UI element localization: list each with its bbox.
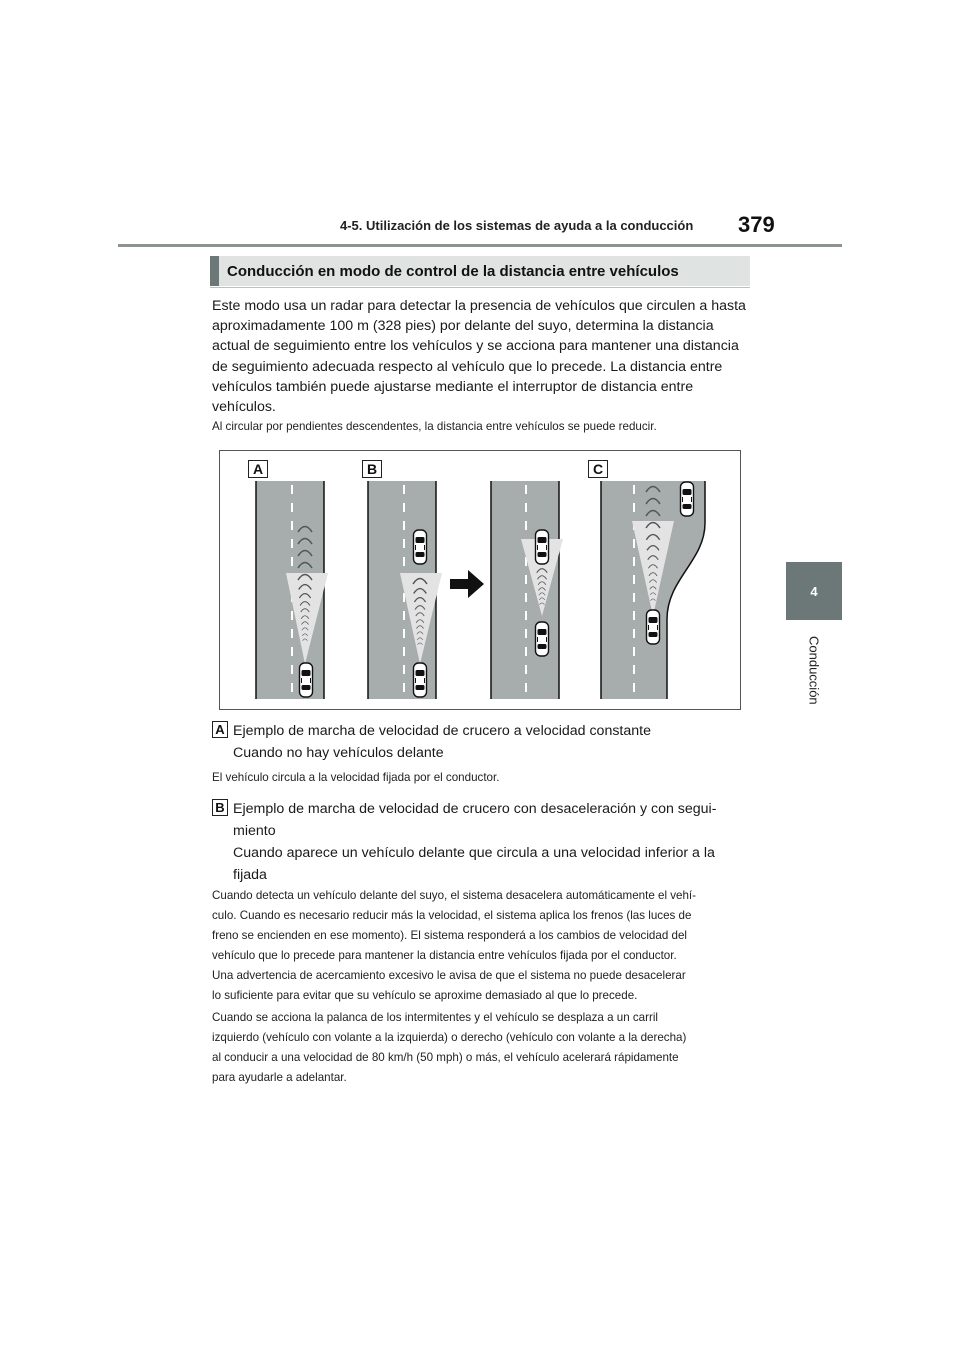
item-b-note-line: culo. Cuando es necesario reducir más la velocidad, el sistema aplica los frenos (las luces de xyxy=(212,909,692,922)
figure-label-a: A xyxy=(248,460,268,478)
item-label-b: B xyxy=(212,799,228,816)
item-b-subtitle-line1: Cuando aparece un vehículo delante que circula a una velocidad inferior a la xyxy=(233,845,715,861)
transition-arrow xyxy=(450,570,484,598)
item-b-note-line: Una advertencia de acercamiento excesivo le avisa de que el sistema no puede desacelerar xyxy=(212,969,686,982)
other-car-c xyxy=(681,482,694,516)
item-b-note-line: para ayudarle a adelantar. xyxy=(212,1071,347,1084)
lead-car-b2 xyxy=(536,530,549,564)
item-b-note-line: izquierdo (vehículo con volante a la izquierda) o derecho (vehículo con volante a la derecha) xyxy=(212,1031,687,1044)
section-heading xyxy=(210,256,750,286)
item-label-a: A xyxy=(212,721,228,738)
chapter-label: Conducción xyxy=(806,635,822,705)
item-b-note-line: vehículo que lo precede para mantener la distancia entre vehículos fijada por el conductor. xyxy=(212,949,677,962)
own-car-a xyxy=(300,663,313,697)
section-heading-text: Conducción en modo de control de la distancia entre vehículos xyxy=(227,262,679,280)
item-b-title-line2: miento xyxy=(233,823,276,839)
note-paragraph: Al circular por pendientes descendentes, la distancia entre vehículos se puede reducir. xyxy=(212,420,657,433)
own-car-b2 xyxy=(536,622,549,656)
lead-car-b1 xyxy=(414,530,427,564)
item-b-subtitle-line2: fijada xyxy=(233,867,267,883)
figure-label-c: C xyxy=(588,460,608,478)
item-b-title-line1: Ejemplo de marcha de velocidad de crucero con desaceleración y con segui- xyxy=(233,801,717,817)
item-b-note-line: lo suficiente para evitar que su vehículo se aproxime demasiado al que lo precede. xyxy=(212,989,638,1002)
radar-cruise-figure xyxy=(219,450,741,710)
chapter-tab: 4 xyxy=(786,562,842,620)
section-heading-rule xyxy=(210,287,750,288)
item-b-note-line: Cuando detecta un vehículo delante del suyo, el sistema desacelera automáticamente el vehí- xyxy=(212,889,697,902)
item-b-note-line: freno se encienden en ese momento). El sistema responderá a los cambios de velocidad del xyxy=(212,929,687,942)
item-a-title: Ejemplo de marcha de velocidad de crucero a velocidad constante xyxy=(233,723,651,739)
page-number: 379 xyxy=(738,212,775,237)
running-header-title: 4-5. Utilización de los sistemas de ayuda a la conducción xyxy=(340,218,694,233)
item-a-subtitle: Cuando no hay vehículos delante xyxy=(233,745,444,761)
own-car-b1 xyxy=(414,663,427,697)
item-b-note-line: Cuando se acciona la palanca de los intermitentes y el vehículo se desplaza a un carril xyxy=(212,1011,658,1024)
item-a-note: El vehículo circula a la velocidad fijada por el conductor. xyxy=(212,771,500,784)
item-b-note-line: al conducir a una velocidad de 80 km/h (50 mph) o más, el vehículo acelerará rápidamente xyxy=(212,1051,679,1064)
own-car-c xyxy=(647,610,660,644)
figure-label-b: B xyxy=(362,460,382,478)
header-divider xyxy=(118,244,842,247)
figure-illustration xyxy=(220,451,742,711)
intro-paragraph: Este modo usa un radar para detectar la presencia de vehículos que circulen a hasta aproximadamente 100 m (328 pies) por delante del suyo, determina la distancia actual de seguimiento entre los vehículos y se acciona para mantener una distancia de seguimiento adecuada respecto al vehículo que lo precede. La distancia entre vehículos también puede ajustarse mediante el interruptor de distancia entre vehículos. xyxy=(212,298,746,416)
